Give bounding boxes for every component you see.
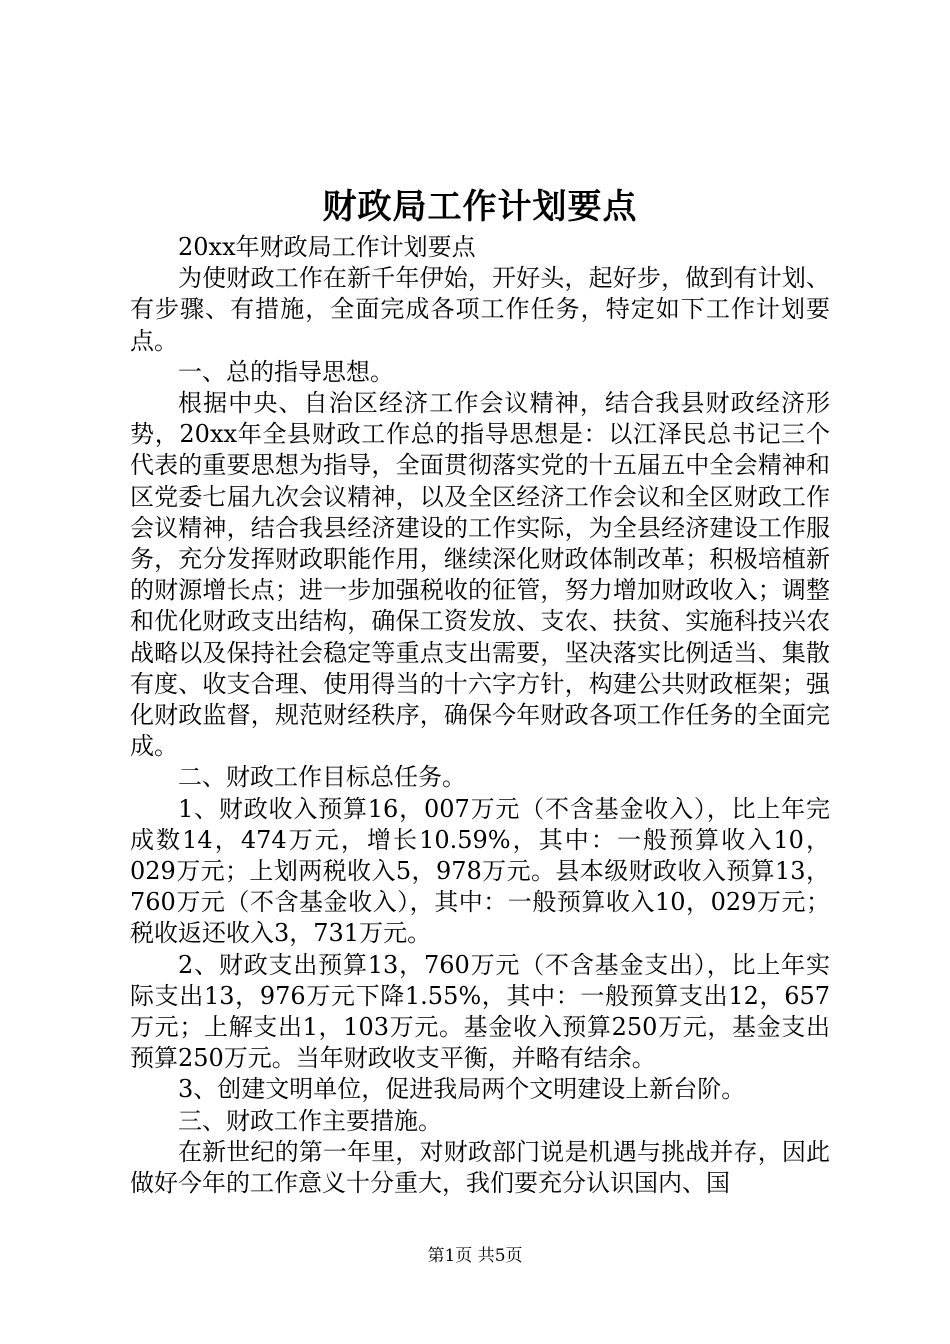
section-heading-3: 三、财政工作主要措施。 [178, 1106, 442, 1135]
paragraph-civilization-target: 3、创建文明单位，促进我局两个文明建设上新台阶。 [178, 1075, 746, 1104]
document-body [130, 232, 830, 1199]
section-heading-2: 二、财政工作目标总任务。 [178, 763, 466, 792]
page-number-footer: 第1页 共5页 [427, 1246, 523, 1266]
paragraph-guiding-thought: 根据中央、自治区经济工作会议精神，结合我县财政经济形势，20xx年全县财政工作总的指导思想是：以江泽民总书记三个代表的重要思想为指导，全面贯彻落实党的十五届五中全会精神和区党委七届九次会议精神，以及全区经济工作会议和全区财政工作会议精神，结合我县经济建设的工作实际，为全县经济建设工作服务，充分发挥财政职能作用，继续深化财政体制改革；积极培植新的财源增长点；进一步加强税收的征管，努力增加财政收入；调整和优化财政支出结构，确保工资发放、支农、扶贫、实施科技兴农战略以及保持社会稳定等重点支出需要，坚决落实比例适当、集散有度、收支合理、使用得当的十六字方针，构建公共财政框架；强化财政监督，规范财经秩序，确保今年财政各项工作任务的全面完成。 [130, 389, 830, 761]
paragraph-expenditure-target: 2、财政支出预算13，760万元（不含基金支出），比上年实际支出13，976万元下降1.55%，其中：一般预算支出12，657万元；上解支出1，103万元。基金收入预算250万元，基金支出预算250万元。当年财政收支平衡，并略有结余。 [130, 950, 830, 1073]
paragraph-measures: 在新世纪的第一年里，对财政部门说是机遇与挑战并存，因此做好今年的工作意义十分重大，我们要充分认识国内、国 [130, 1137, 830, 1198]
section-heading-1: 一、总的指导思想。 [178, 357, 394, 386]
paragraph-revenue-target: 1、财政收入预算16，007万元（不含基金收入），比上年完成数14，474万元，增长10.59%，其中：一般预算收入10，029万元；上划两税收入5，978万元。县本级财政收入预算13，760万元（不含基金收入），其中：一般预算收入10，029万元；税收返还收入3，731万元。 [130, 794, 830, 948]
document-title: 财政局工作计划要点 [322, 187, 638, 227]
paragraph-subtitle: 20xx年财政局工作计划要点 [178, 233, 476, 261]
paragraph-intro: 为使财政工作在新千年伊始，开好头，起好步，做到有计划、有步骤、有措施，全面完成各项工作任务，特定如下工作计划要点。 [130, 264, 830, 355]
document-page [130, 0, 830, 1344]
